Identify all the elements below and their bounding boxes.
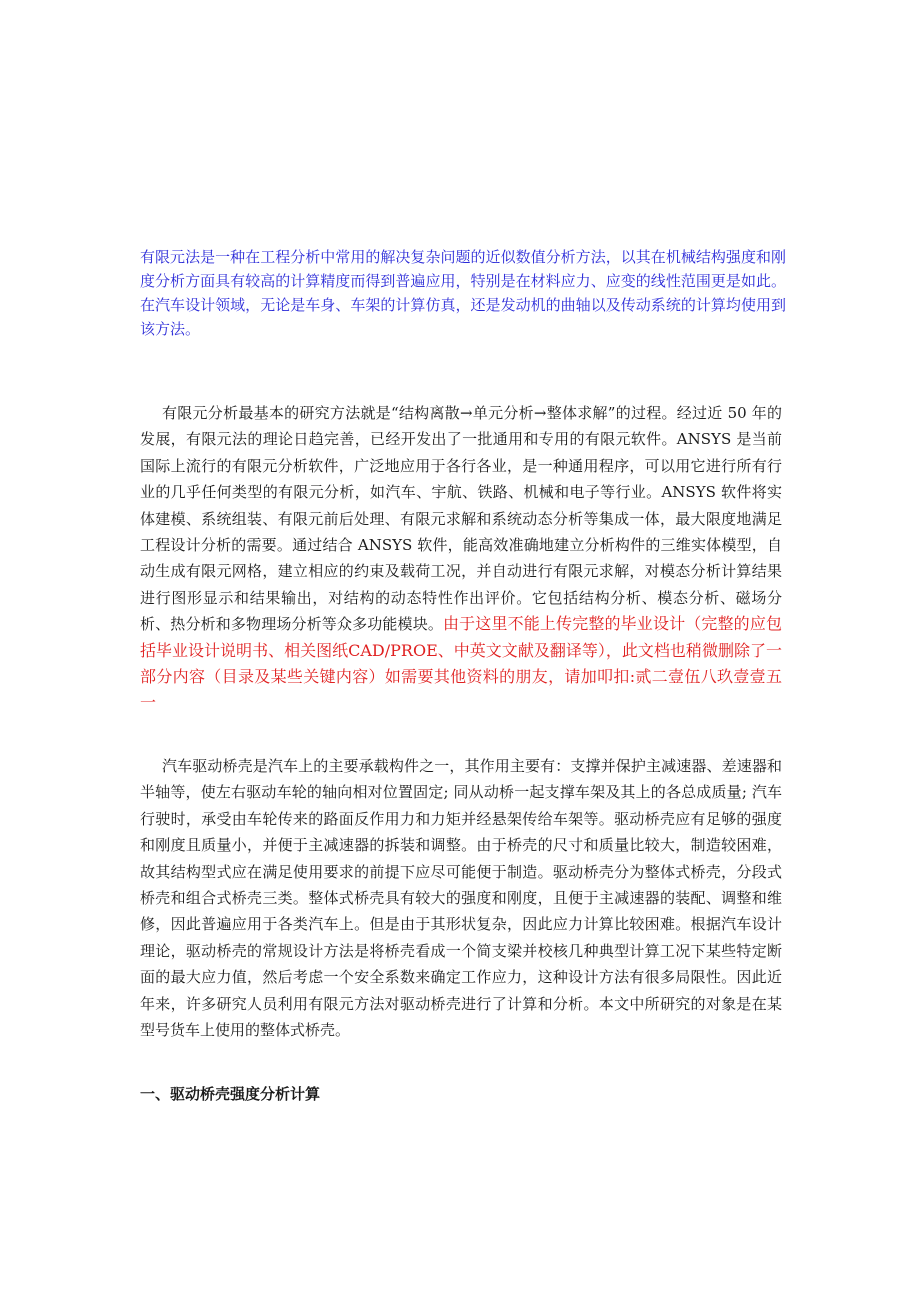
axle-housing-paragraph: 汽车驱动桥壳是汽车上的主要承载构件之一，其作用主要有：支撑并保护主减速器、差速器和半轴等，使左右驱动车轮的轴向相对位置固定; 同从动桥一起支撑车架及其上的各总成质量; 汽车行驶时，承受由车轮传来的路面反作用力和力矩并经悬架传给车架等。驱动桥壳应有足够的强度和刚度且质量小，并便于主减速器的拆装和调整。由于桥壳的尺寸和质量比较大，制造较困难，故其结构型式应在满足使用要求的前提下应尽可能便于制造。驱动桥壳分为整体式桥壳，分段式桥壳和组合式桥壳三类。整体式桥壳具有较大的强度和刚度，且便于主减速器的装配、调整和维修，因此普遍应用于各类汽车上。但是由于其形状复杂，因此应力计算比较困难。根据汽车设计理论，驱动桥壳的常规设计方法是将桥壳看成一个简支梁并校核几种典型计算工况下某些特定断面的最大应力值，然后考虑一个安全系数来确定工作应力，这种设计方法有很多局限性。因此近年来，许多研究人员利用有限元方法对驱动桥壳进行了计算和分析。本文中所研究的对象是在某型号货车上使用的整体式桥壳。 [140,757,782,1040]
fea-method-text: 有限元分析最基本的研究方法就是“结构离散→单元分析→整体求解”的过程。经过近 50 年的发展，有限元法的理论日趋完善，已经开发出了一批通用和专用的有限元软件。ANSYS 是当前国际上流行的有限元分析软件，广泛地应用于各行各业，是一种通用程序，可以用它进行所有行业的几乎任何类型的有限元分析，如汽车、宇航、铁路、机械和电子等行业。ANSYS 软件将实体建模、系统组装、有限元前后处理、有限元求解和系统动态分析等集成一体，最大限度地满足工程设计分析的需要。通过结合 ANSYS 软件，能高效准确地建立分析构件的三维实体模型，自动生成有限元网格，建立相应的约束及载荷工况，并自动进行有限元求解，对模态分析计算结果进行图形显示和结果输出，对结构的动态特性作出评价。它包括结构分析、模态分析、磁场分析、热分析和多物理场分析等众多功能模块。 [140,404,782,634]
intro-paragraph: 有限元法是一种在工程分析中常用的解决复杂问题的近似数值分析方法，以其在机械结构强度和刚度分析方面具有较高的计算精度而得到普遍应用，特别是在材料应力、应变的线性范围更是如此。在汽车设计领域，无论是车身、车架的计算仿真，还是发动机的曲轴以及传动系统的计算均使用到该方法。 [140,248,786,338]
section-heading: 一、驱动桥壳强度分析计算 [140,1085,321,1103]
download-notice: 由于这里不能上传完整的毕业设计（完整的应包括毕业设计说明书、相关图纸CAD/PROE、中英文文献及翻译等），此文档也稍微删除了一部分内容（目录及某些关键内容）如需要其他资料的朋友，请加叩扣:贰二壹伍八玖壹壹五一 [140,614,782,713]
fea-method-paragraph [140,400,782,717]
